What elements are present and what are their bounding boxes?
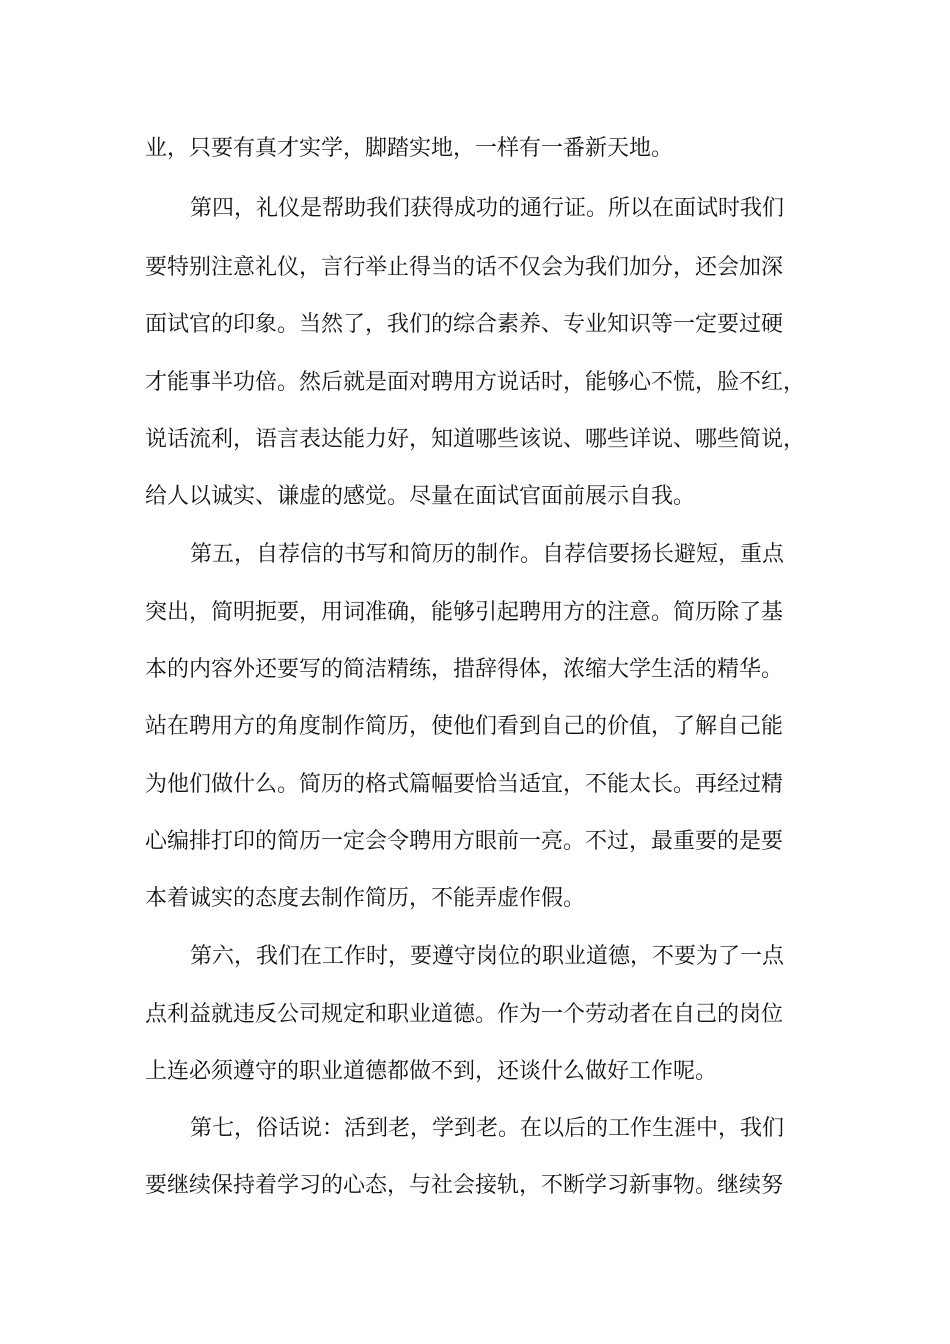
- text-line: 上连必须遵守的职业道德都做不到，还谈什么做好工作呢。: [145, 1059, 718, 1084]
- text-line: 为他们做什么。简历的格式篇幅要恰当适宜，不能太长。再经过精: [145, 772, 784, 797]
- paragraph-start-line: 第六，我们在工作时，要遵守岗位的职业道德，不要为了一点: [190, 944, 785, 969]
- text-line: 点利益就违反公司规定和职业道德。作为一个劳动者在自己的岗位: [145, 1002, 784, 1027]
- text-line: 要继续保持着学习的心态，与社会接轨，不断学习新事物。继续努: [145, 1173, 784, 1198]
- text-line: 本着诚实的态度去制作简历，不能弄虚作假。: [145, 886, 586, 911]
- paragraph-start-line: 第七，俗话说：活到老，学到老。在以后的工作生涯中，我们: [190, 1116, 785, 1141]
- text-line: 给人以诚实、谦虚的感觉。尽量在面试官面前展示自我。: [145, 484, 696, 509]
- text-line: 突出，简明扼要，用词准确，能够引起聘用方的注意。简历除了基: [145, 600, 784, 625]
- paragraph-start-line: 第五，自荐信的书写和简历的制作。自荐信要扬长避短，重点: [190, 542, 785, 567]
- text-line: 面试官的印象。当然了，我们的综合素养、专业知识等一定要过硬: [145, 312, 784, 337]
- text-line: 要特别注意礼仪，言行举止得当的话不仅会为我们加分，还会加深: [145, 255, 784, 280]
- text-line: 本的内容外还要写的简洁精练，措辞得体，浓缩大学生活的精华。: [145, 657, 784, 682]
- paragraph-start-line: 第四，礼仪是帮助我们获得成功的通行证。所以在面试时我们: [190, 196, 785, 221]
- text-line: 心编排打印的简历一定会令聘用方眼前一亮。不过，最重要的是要: [145, 829, 784, 854]
- text-line: 说话流利，语言表达能力好，知道哪些该说、哪些详说、哪些简说，: [145, 427, 806, 452]
- text-line: 站在聘用方的角度制作简历，使他们看到自己的价值，了解自己能: [145, 714, 784, 739]
- text-line: 才能事半功倍。然后就是面对聘用方说话时，能够心不慌，脸不红，: [145, 370, 806, 395]
- text-line: 业，只要有真才实学，脚踏实地，一样有一番新天地。: [145, 136, 674, 161]
